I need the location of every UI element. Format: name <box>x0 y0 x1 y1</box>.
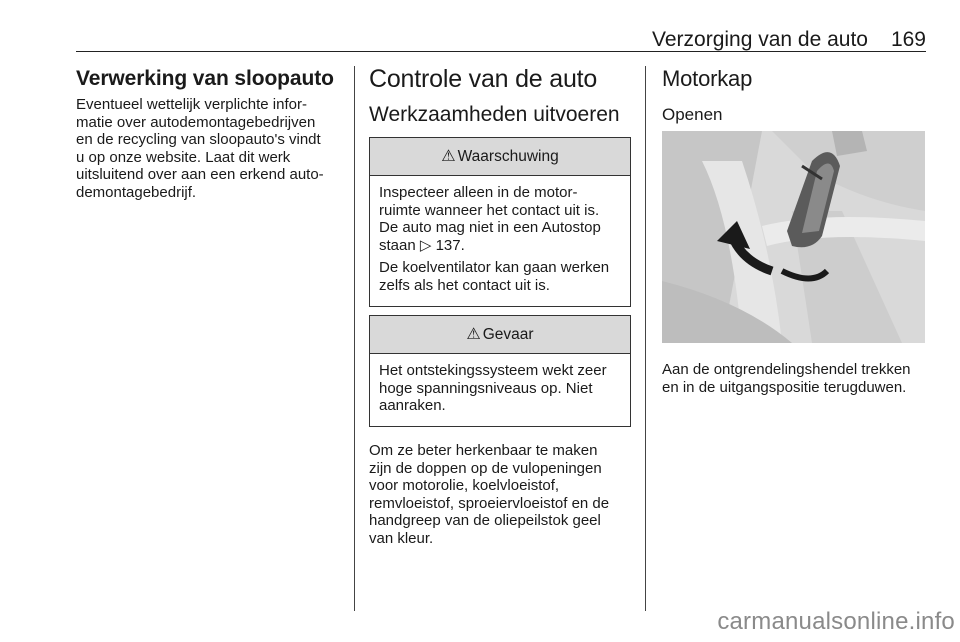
header-rule <box>76 51 926 52</box>
text-line: en de recycling van sloopauto's vindt <box>76 131 321 149</box>
text-line: van kleur. <box>369 529 434 547</box>
danger-paragraph <box>379 362 624 415</box>
subheading-performing-work: Werkzaamheden uitvoeren <box>369 103 620 126</box>
text-line: matie over autodemontagebedrijven <box>76 113 316 131</box>
hood-caption-text <box>662 361 937 396</box>
warning-triangle-icon: ⚠ <box>466 325 481 343</box>
hood-release-lever-drawing <box>662 131 925 343</box>
danger-notice-header <box>370 316 630 354</box>
warning-notice-header <box>370 138 630 176</box>
text-line: ruimte wanneer het contact uit is. <box>379 201 600 219</box>
text-line: voor motorolie, koelvloeistof, <box>369 477 560 495</box>
text-line: en in de uitgangspositie terugduwen. <box>662 378 907 396</box>
subheading-opening: Openen <box>662 105 723 124</box>
section-heading-vehicle-check: Controle van de auto <box>369 65 598 93</box>
text-line: Het ontstekingssysteem wekt zeer <box>379 362 607 379</box>
text-line: De auto mag niet in een Autostop <box>379 219 601 237</box>
hood-caption <box>662 361 937 396</box>
middle-column <box>369 64 631 548</box>
running-header-title: Verzorging van de auto <box>652 28 868 51</box>
text-line: staan ▷ 137. <box>379 236 465 254</box>
left-column <box>76 66 346 202</box>
warning-notice <box>369 137 631 307</box>
watermark: carmanualsonline.info <box>717 608 955 635</box>
text-line: zijn de doppen op de vulopeningen <box>369 459 602 477</box>
section-heading-disposal: Verwerking van sloopauto <box>76 67 334 90</box>
warning-paragraph-2 <box>379 259 624 294</box>
danger-notice-body <box>370 354 630 423</box>
text-line: Eventueel wettelijk verplichte infor- <box>76 96 307 113</box>
text-line: zelfs als het contact uit is. <box>379 276 550 294</box>
text-line: u op onze website. Laat dit werk <box>76 148 291 166</box>
column-divider-right <box>645 66 646 611</box>
right-column <box>662 66 932 126</box>
section-heading-hood: Motorkap <box>662 66 753 91</box>
text-line: Om ze beter herkenbaar te maken <box>369 442 598 459</box>
text-line: handgreep van de oliepeilstok geel <box>369 512 601 530</box>
warning-notice-body <box>370 176 630 303</box>
warning-triangle-icon: ⚠ <box>441 147 456 165</box>
page-number: 169 <box>890 28 926 51</box>
disposal-paragraph <box>76 96 346 202</box>
vehicle-check-paragraph <box>369 442 631 548</box>
text-line: De koelventilator kan gaan werken <box>379 259 610 277</box>
text-line: Aan de ontgrendelingshendel trekken <box>662 361 911 378</box>
text-line: demontagebedrijf. <box>76 183 197 201</box>
column-divider-left <box>354 66 355 611</box>
warning-notice-title: Waarschuwing <box>457 147 559 165</box>
text-line: hoge spanningsniveaus op. Niet <box>379 379 593 397</box>
warning-paragraph-1 <box>379 184 624 254</box>
hood-release-lever-illustration <box>662 131 925 343</box>
text-line: uitsluitend over aan een erkend auto- <box>76 166 324 184</box>
text-line: remvloeistof, sproeiervloeistof en de <box>369 494 610 512</box>
danger-notice-title: Gevaar <box>482 325 534 343</box>
text-line: aanraken. <box>379 397 446 415</box>
text-line: Inspecteer alleen in de motor- <box>379 184 578 201</box>
danger-notice <box>369 315 631 427</box>
